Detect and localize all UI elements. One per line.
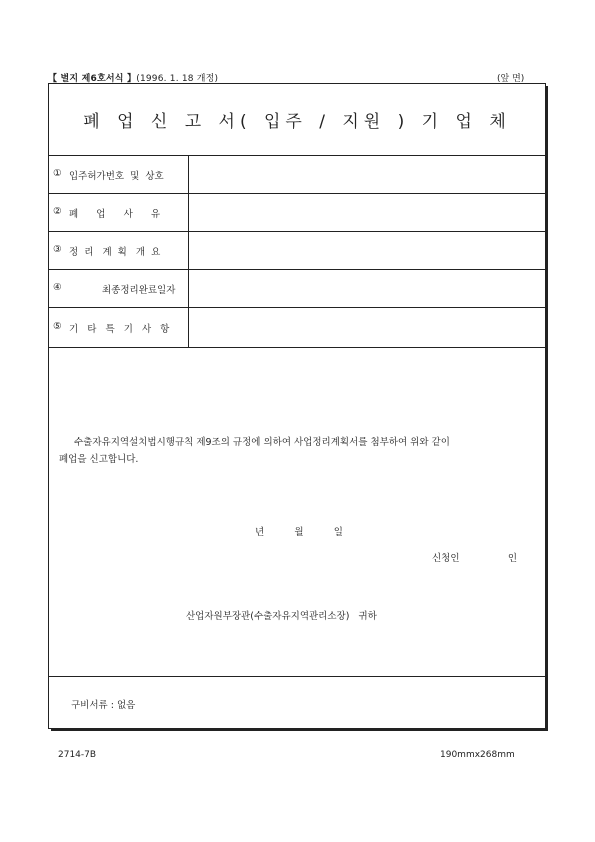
paper-size: 190mmx268mm [440,750,515,760]
row-number: ① [53,168,62,179]
row-number: ③ [53,244,62,255]
form-row-permit-number [49,156,545,194]
row-label: 기 타 특 기 사 항 [69,324,170,335]
addressee: 산업자원부장관(수출자유지역관리소장) 귀하 [186,611,377,622]
form-title: 폐 업 신 고 서( 입주 / 지원 ) 기 업 체 [49,84,545,156]
form-code: 2714-7B [58,750,97,760]
form-row-completion-date [49,270,545,308]
divider [49,676,545,677]
form-shadow [546,86,548,731]
closure-report-form [48,83,546,729]
required-documents: 구비서류 : 없음 [71,700,136,711]
page-side-label: (앞 면) [497,74,525,84]
declaration-statement [59,434,537,468]
form-label: 【 별지 제6호서식 】 [48,74,137,84]
form-row-plan-summary [49,232,545,270]
revision-date: (1996. 1. 18 개정) [136,74,219,84]
row-label: 최종정리완료일자 [102,285,176,296]
statement-line-2: 폐업을 신고합니다. [59,454,139,465]
row-number: ⑤ [53,321,62,332]
statement-line-1: 수출자유지역설치법시행규칙 제9조의 규정에 의하여 사업정리계획서를 첨부하여 위와 같이 [74,437,450,448]
row-label: 입주허가번호 및 상호 [69,171,164,182]
row-label: 폐 업 사 유 [69,209,161,220]
form-row-other-notes [49,308,545,348]
form-shadow [51,729,548,731]
row-number: ④ [53,282,62,293]
date-line: 년 월 일 [255,527,343,538]
row-number: ② [53,206,62,217]
row-label: 정 리 계 획 개 요 [69,247,161,258]
applicant-signature: 신청인 인 [432,553,518,564]
form-row-closure-reason [49,194,545,232]
